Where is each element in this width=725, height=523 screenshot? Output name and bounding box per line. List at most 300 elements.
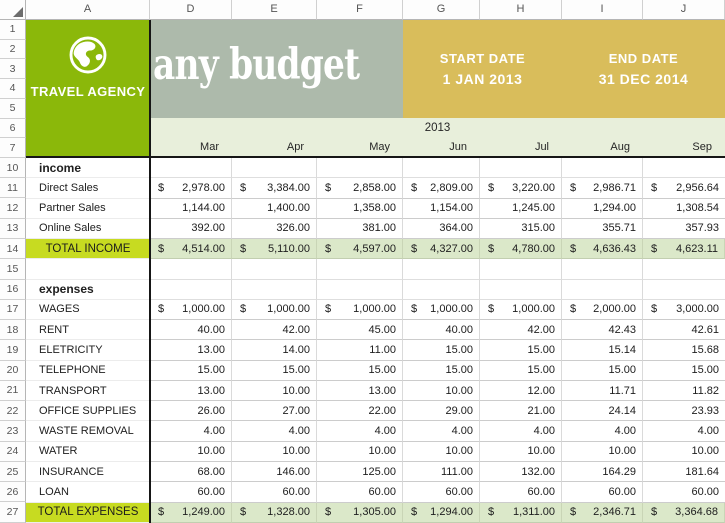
- value-cell[interactable]: [643, 361, 725, 381]
- value-cell[interactable]: [232, 219, 317, 239]
- value-cell[interactable]: [317, 259, 403, 279]
- value-cell[interactable]: [480, 320, 562, 340]
- value-cell[interactable]: [480, 300, 562, 320]
- row-headers: [0, 20, 26, 523]
- row-header-11[interactable]: 11: [0, 178, 26, 198]
- value-cell[interactable]: [480, 280, 562, 300]
- column-header-J[interactable]: J: [643, 0, 725, 20]
- cell-number: 4,780.00: [512, 242, 555, 255]
- row-label-cell[interactable]: RENT: [26, 320, 150, 340]
- row-header-7[interactable]: 7: [0, 138, 26, 158]
- value-cell[interactable]: [232, 462, 317, 482]
- value-cell[interactable]: [317, 482, 403, 502]
- cell-number: 164.29: [602, 465, 636, 478]
- value-cell[interactable]: [643, 381, 725, 401]
- cell-number: 1,294.00: [430, 506, 473, 519]
- value-cell[interactable]: [643, 340, 725, 360]
- cell-number: 2,956.64: [676, 181, 719, 194]
- value-cell[interactable]: [403, 340, 480, 360]
- cell-number: 21.00: [527, 404, 555, 417]
- value-cell[interactable]: [480, 239, 562, 259]
- value-cell[interactable]: [403, 320, 480, 340]
- value-cell[interactable]: [480, 421, 562, 441]
- value-cell[interactable]: [150, 482, 232, 502]
- row-header-3[interactable]: 3: [0, 59, 26, 79]
- dollar-sign: $: [240, 181, 247, 194]
- cell-number: 60.00: [368, 485, 396, 498]
- value-cell[interactable]: [643, 199, 725, 219]
- value-cell[interactable]: [150, 280, 232, 300]
- value-cell[interactable]: [562, 199, 643, 219]
- value-cell[interactable]: [150, 381, 232, 401]
- dollar-sign: $: [240, 242, 247, 255]
- dollar-sign: $: [570, 242, 577, 255]
- calendar-band: [150, 118, 725, 158]
- value-cell[interactable]: [643, 482, 725, 502]
- value-cell[interactable]: [562, 219, 643, 239]
- column-header-I[interactable]: I: [562, 0, 643, 20]
- dollar-sign: $: [325, 506, 332, 519]
- value-cell[interactable]: [232, 199, 317, 219]
- cell-number: 1,154.00: [430, 202, 473, 215]
- value-cell[interactable]: [232, 239, 317, 259]
- sheet-row-22: [26, 401, 725, 421]
- row-header-17[interactable]: 17: [0, 300, 26, 320]
- row-header-4[interactable]: 4: [0, 79, 26, 99]
- cell-number: 111.00: [440, 465, 473, 478]
- cell-number: 315.00: [521, 222, 555, 235]
- row-header-5[interactable]: 5: [0, 99, 26, 119]
- value-cell[interactable]: [480, 482, 562, 502]
- dollar-sign: $: [488, 242, 495, 255]
- value-cell[interactable]: [150, 361, 232, 381]
- row-header-2[interactable]: 2: [0, 40, 26, 60]
- cell-number: 326.00: [276, 222, 310, 235]
- row-header-22[interactable]: 22: [0, 401, 26, 421]
- row-header-20[interactable]: 20: [0, 361, 26, 381]
- month-cell-may[interactable]: May: [369, 141, 390, 153]
- sheet-row-23: [26, 421, 725, 441]
- value-cell[interactable]: [480, 219, 562, 239]
- value-cell[interactable]: [232, 421, 317, 441]
- cell-number: 13.00: [197, 344, 225, 357]
- value-cell[interactable]: [643, 158, 725, 178]
- value-cell[interactable]: [317, 381, 403, 401]
- value-cell[interactable]: [150, 340, 232, 360]
- cell-number: 42.43: [608, 323, 636, 336]
- value-cell[interactable]: [317, 442, 403, 462]
- row-label-cell[interactable]: Online Sales: [26, 219, 150, 239]
- cell-number: 4.00: [451, 425, 473, 438]
- column-header-D[interactable]: D: [150, 0, 232, 20]
- cell-number: 13.00: [368, 384, 396, 397]
- dollar-sign: $: [488, 506, 495, 519]
- cell-number: 2,978.00: [182, 181, 225, 194]
- cell-number: 1,000.00: [512, 303, 555, 316]
- value-cell[interactable]: [150, 199, 232, 219]
- cell-number: 4.00: [533, 425, 555, 438]
- value-cell[interactable]: [403, 239, 480, 259]
- value-cell[interactable]: [232, 259, 317, 279]
- dollar-sign: $: [240, 506, 247, 519]
- row-header-16[interactable]: 16: [0, 280, 26, 300]
- value-cell[interactable]: [643, 178, 725, 198]
- row-header-15[interactable]: 15: [0, 259, 26, 279]
- cell-number: 13.00: [197, 384, 225, 397]
- cell-number: 364.00: [439, 222, 473, 235]
- row-header-6[interactable]: 6: [0, 119, 26, 139]
- value-cell[interactable]: [150, 219, 232, 239]
- value-cell[interactable]: [643, 503, 725, 523]
- row-label-cell[interactable]: WATER: [26, 442, 150, 462]
- month-cell-mar[interactable]: Mar: [200, 141, 219, 153]
- value-cell[interactable]: [480, 158, 562, 178]
- row-header-12[interactable]: 12: [0, 198, 26, 218]
- row-header-13[interactable]: 13: [0, 219, 26, 239]
- cell-number: 26.00: [197, 404, 225, 417]
- value-cell[interactable]: [317, 158, 403, 178]
- value-cell[interactable]: [562, 259, 643, 279]
- row-header-26[interactable]: 26: [0, 482, 26, 502]
- value-cell[interactable]: [317, 178, 403, 198]
- row-header-21[interactable]: 21: [0, 381, 26, 401]
- cell-number: 1,000.00: [430, 303, 473, 316]
- value-cell[interactable]: [232, 340, 317, 360]
- cell-number: 10.00: [445, 384, 473, 397]
- value-cell[interactable]: [562, 340, 643, 360]
- month-cell-jun[interactable]: Jun: [449, 141, 467, 153]
- value-cell[interactable]: [232, 300, 317, 320]
- cell-number: 132.00: [521, 465, 555, 478]
- value-cell[interactable]: [403, 219, 480, 239]
- column-header-A[interactable]: A: [26, 0, 150, 20]
- value-cell[interactable]: [317, 462, 403, 482]
- cell-number: 22.00: [368, 404, 396, 417]
- cell-number: 15.14: [608, 344, 636, 357]
- value-cell[interactable]: [562, 300, 643, 320]
- cell-number: 60.00: [197, 485, 225, 498]
- row-header-14[interactable]: 14: [0, 239, 26, 259]
- value-cell[interactable]: [317, 280, 403, 300]
- cell-number: 146.00: [276, 465, 310, 478]
- value-cell[interactable]: [150, 259, 232, 279]
- year-cell[interactable]: 2013: [424, 122, 451, 134]
- value-cell[interactable]: [232, 158, 317, 178]
- row-header-1[interactable]: 1: [0, 20, 26, 40]
- value-cell[interactable]: [480, 178, 562, 198]
- month-cell-apr[interactable]: Apr: [286, 141, 304, 153]
- value-cell[interactable]: [643, 219, 725, 239]
- value-cell[interactable]: [480, 503, 562, 523]
- value-cell[interactable]: [232, 178, 317, 198]
- dollar-sign: $: [411, 181, 418, 194]
- value-cell[interactable]: [480, 361, 562, 381]
- dollar-sign: $: [651, 242, 658, 255]
- column-header-H[interactable]: H: [480, 0, 562, 20]
- value-cell[interactable]: [562, 178, 643, 198]
- value-cell[interactable]: [562, 482, 643, 502]
- value-cell[interactable]: [232, 381, 317, 401]
- cell-number: 12.00: [527, 384, 555, 397]
- value-cell[interactable]: [480, 462, 562, 482]
- cell-number: 2,986.71: [593, 181, 636, 194]
- value-cell[interactable]: [403, 361, 480, 381]
- sheet-row-16: [26, 280, 725, 300]
- value-cell[interactable]: [480, 401, 562, 421]
- cell-number: 381.00: [362, 222, 396, 235]
- value-cell[interactable]: [643, 442, 725, 462]
- value-cell[interactable]: [232, 280, 317, 300]
- value-cell[interactable]: [643, 259, 725, 279]
- row-label-cell[interactable]: Direct Sales: [26, 178, 150, 198]
- row-label-cell[interactable]: TOTAL INCOME: [26, 239, 150, 259]
- value-cell[interactable]: [150, 442, 232, 462]
- row-header-10[interactable]: 10: [0, 158, 26, 178]
- cell-number: 1,358.00: [353, 202, 396, 215]
- cell-number: 4,597.00: [353, 242, 396, 255]
- value-cell[interactable]: [232, 361, 317, 381]
- cell-number: 60.00: [527, 485, 555, 498]
- cell-number: 3,220.00: [512, 181, 555, 194]
- column-header-F[interactable]: F: [317, 0, 403, 20]
- value-cell[interactable]: [403, 482, 480, 502]
- value-cell[interactable]: [150, 503, 232, 523]
- value-cell[interactable]: [232, 482, 317, 502]
- value-cell[interactable]: [232, 442, 317, 462]
- row-header-24[interactable]: 24: [0, 442, 26, 462]
- cell-number: 10.00: [608, 445, 636, 458]
- value-cell[interactable]: [562, 503, 643, 523]
- cell-number: 2,346.71: [593, 506, 636, 519]
- value-cell[interactable]: [317, 199, 403, 219]
- month-cell-jul[interactable]: Jul: [534, 141, 549, 153]
- value-cell[interactable]: [643, 401, 725, 421]
- dollar-sign: $: [651, 181, 658, 194]
- dollar-sign: $: [570, 181, 577, 194]
- value-cell[interactable]: [480, 442, 562, 462]
- row-label-cell[interactable]: TOTAL EXPENSES: [26, 503, 150, 523]
- value-cell[interactable]: [480, 259, 562, 279]
- row-label-cell[interactable]: TELEPHONE: [26, 361, 150, 381]
- value-cell[interactable]: [562, 158, 643, 178]
- value-cell[interactable]: [562, 401, 643, 421]
- cell-number: 5,110.00: [267, 242, 310, 255]
- value-cell[interactable]: [643, 280, 725, 300]
- cell-number: 2,000.00: [593, 303, 636, 316]
- value-cell[interactable]: [562, 442, 643, 462]
- row-label-cell[interactable]: Partner Sales: [26, 199, 150, 219]
- cell-number: 392.00: [191, 222, 225, 235]
- cell-number: 4,327.00: [430, 242, 473, 255]
- row-label-cell[interactable]: WASTE REMOVAL: [26, 421, 150, 441]
- cell-number: 3,384.00: [267, 181, 310, 194]
- value-cell[interactable]: [317, 361, 403, 381]
- column-header-E[interactable]: E: [232, 0, 317, 20]
- sheet-row-11: [26, 178, 725, 198]
- sheet-row-19: [26, 340, 725, 360]
- row-header-23[interactable]: 23: [0, 421, 26, 441]
- cell-number: 14.00: [282, 344, 310, 357]
- dollar-sign: $: [325, 242, 332, 255]
- cell-number: 40.00: [445, 323, 473, 336]
- value-cell[interactable]: [232, 401, 317, 421]
- row-label-cell[interactable]: INSURANCE: [26, 462, 150, 482]
- start-date-cell[interactable]: [403, 20, 562, 118]
- title-banner-cell[interactable]: [150, 20, 403, 118]
- cell-number: 60.00: [691, 485, 719, 498]
- value-cell[interactable]: [562, 280, 643, 300]
- value-cell[interactable]: [232, 503, 317, 523]
- row-label-cell[interactable]: OFFICE SUPPLIES: [26, 401, 150, 421]
- cell-number: 3,000.00: [676, 303, 719, 316]
- dollar-sign: $: [158, 181, 165, 194]
- value-cell[interactable]: [403, 280, 480, 300]
- cell-number: 23.93: [691, 404, 719, 417]
- row-header-25[interactable]: 25: [0, 462, 26, 482]
- value-cell[interactable]: [562, 320, 643, 340]
- cell-number: 15.00: [527, 344, 555, 357]
- value-cell[interactable]: [562, 239, 643, 259]
- value-cell[interactable]: [480, 199, 562, 219]
- value-cell[interactable]: [317, 320, 403, 340]
- globe-icon: [68, 35, 108, 75]
- value-cell[interactable]: [232, 320, 317, 340]
- value-cell[interactable]: [317, 421, 403, 441]
- cell-number: 10.00: [445, 445, 473, 458]
- workbook-title: any budget: [153, 40, 360, 90]
- dollar-sign: $: [488, 303, 495, 316]
- value-cell[interactable]: [150, 401, 232, 421]
- cell-number: 1,400.00: [267, 202, 310, 215]
- value-cell[interactable]: [403, 259, 480, 279]
- cell-number: 15.00: [445, 364, 473, 377]
- value-cell[interactable]: [317, 401, 403, 421]
- value-cell[interactable]: [150, 421, 232, 441]
- data-grid: [26, 158, 725, 523]
- value-cell[interactable]: [150, 300, 232, 320]
- cell-number: 2,809.00: [430, 181, 473, 194]
- value-cell[interactable]: [480, 340, 562, 360]
- row-header-18[interactable]: 18: [0, 320, 26, 340]
- cell-number: 11.82: [692, 384, 719, 397]
- cell-number: 45.00: [368, 323, 396, 336]
- value-cell[interactable]: [317, 503, 403, 523]
- value-cell[interactable]: [562, 421, 643, 441]
- value-cell[interactable]: [403, 462, 480, 482]
- logo-cell[interactable]: [26, 20, 150, 158]
- dollar-sign: $: [651, 506, 658, 519]
- dollar-sign: $: [411, 242, 418, 255]
- value-cell[interactable]: [150, 320, 232, 340]
- month-cell-aug[interactable]: Aug: [610, 141, 630, 153]
- cell-number: 1,305.00: [353, 506, 396, 519]
- column-header-G[interactable]: G: [403, 0, 480, 20]
- row-label-cell[interactable]: LOAN: [26, 482, 150, 502]
- row-header-19[interactable]: 19: [0, 340, 26, 360]
- row-header-27[interactable]: 27: [0, 502, 26, 522]
- value-cell[interactable]: [150, 239, 232, 259]
- value-cell[interactable]: [403, 158, 480, 178]
- value-cell[interactable]: [403, 199, 480, 219]
- cell-number: 1,294.00: [593, 202, 636, 215]
- cell-number: 27.00: [282, 404, 310, 417]
- end-date-cell[interactable]: [562, 20, 725, 118]
- row-label-cell[interactable]: [26, 259, 150, 279]
- value-cell[interactable]: [403, 401, 480, 421]
- dollar-sign: $: [325, 181, 332, 194]
- month-cell-sep[interactable]: Sep: [692, 141, 712, 153]
- value-cell[interactable]: [317, 219, 403, 239]
- dollar-sign: $: [240, 303, 247, 316]
- cell-number: 1,144.00: [182, 202, 225, 215]
- cell-number: 11.00: [369, 344, 396, 357]
- cell-number: 1,000.00: [182, 303, 225, 316]
- cell-number: 10.00: [282, 384, 310, 397]
- row-label-cell[interactable]: expenses: [26, 280, 150, 300]
- dollar-sign: $: [158, 303, 165, 316]
- row-label-cell[interactable]: WAGES: [26, 300, 150, 320]
- dollar-sign: $: [158, 506, 165, 519]
- cell-number: 60.00: [445, 485, 473, 498]
- value-cell[interactable]: [643, 239, 725, 259]
- sheet-row-15: [26, 259, 725, 279]
- row-label-cell[interactable]: income: [26, 158, 150, 178]
- value-cell[interactable]: [317, 239, 403, 259]
- cell-number: 11.71: [609, 384, 636, 397]
- value-cell[interactable]: [562, 462, 643, 482]
- sheet-row-13: [26, 219, 725, 239]
- cell-number: 4.00: [288, 425, 310, 438]
- value-cell[interactable]: [643, 320, 725, 340]
- value-cell[interactable]: [403, 421, 480, 441]
- value-cell[interactable]: [562, 361, 643, 381]
- value-cell[interactable]: [150, 178, 232, 198]
- months-row: [150, 138, 725, 158]
- cell-number: 1,249.00: [182, 506, 225, 519]
- value-cell[interactable]: [403, 300, 480, 320]
- value-cell[interactable]: [317, 300, 403, 320]
- value-cell[interactable]: [562, 381, 643, 401]
- value-cell[interactable]: [403, 503, 480, 523]
- value-cell[interactable]: [403, 381, 480, 401]
- dollar-sign: $: [570, 506, 577, 519]
- sheet-row-17: [26, 300, 725, 320]
- value-cell[interactable]: [643, 421, 725, 441]
- cell-number: 29.00: [445, 404, 473, 417]
- cell-number: 1,245.00: [512, 202, 555, 215]
- row-label-cell[interactable]: TRANSPORT: [26, 381, 150, 401]
- cell-number: 15.00: [197, 364, 225, 377]
- cell-number: 15.00: [282, 364, 310, 377]
- select-all-corner[interactable]: [0, 0, 26, 20]
- value-cell[interactable]: [317, 340, 403, 360]
- cell-number: 15.00: [691, 364, 719, 377]
- cell-number: 1,000.00: [267, 303, 310, 316]
- value-cell[interactable]: [643, 462, 725, 482]
- cell-number: 4,623.11: [675, 242, 718, 255]
- value-cell[interactable]: [403, 442, 480, 462]
- value-cell[interactable]: [643, 300, 725, 320]
- value-cell[interactable]: [150, 462, 232, 482]
- end-date-label: END DATE: [608, 51, 679, 66]
- row-label-cell[interactable]: ELETRICITY: [26, 340, 150, 360]
- value-cell[interactable]: [480, 381, 562, 401]
- sheet-row-26: [26, 482, 725, 502]
- value-cell[interactable]: [150, 158, 232, 178]
- cell-number: 68.00: [197, 465, 225, 478]
- sheet-row-20: [26, 361, 725, 381]
- value-cell[interactable]: [403, 178, 480, 198]
